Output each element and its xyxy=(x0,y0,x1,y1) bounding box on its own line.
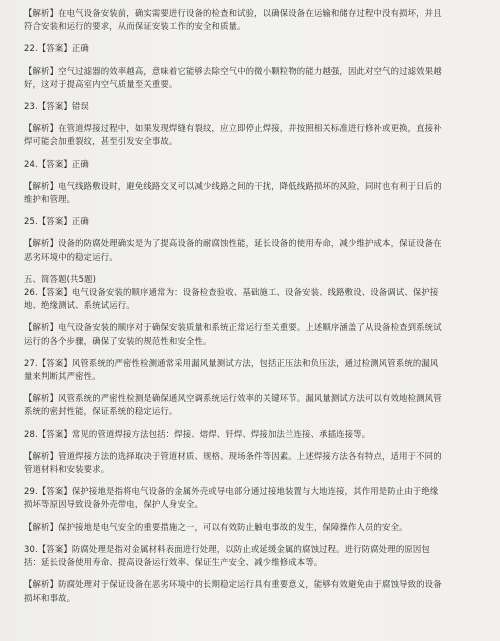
paragraph-gap xyxy=(24,113,488,122)
paragraph-gap xyxy=(24,206,488,215)
paragraph-gap xyxy=(24,312,488,321)
text-line: 【解析】保护接地是电气安全的重要措施之一，可以有效防止触电事故的发生，保障操作人员的安全。 xyxy=(24,521,408,532)
text-line: 【解析】电气线路敷设时，避免线路交叉可以减少线路之间的干扰，降低线路损坏的风险，同时也有利于日后的 xyxy=(24,180,442,191)
text-line: 28.【答案】常见的管道焊接方法包括：焊接、熔焊、钎焊、焊接加法兰连接、承插连接等。 xyxy=(24,428,371,439)
text-line: 【解析】风管系统的严密性检测是确保通风空调系统运行效率的关键环节。漏风量测试方法可以有效地检测风管 xyxy=(24,393,442,404)
text-line: 括：延长设备使用寿命、提高设备运行效率、保证生产安全、减少维修成本等。 xyxy=(24,557,323,568)
paragraph xyxy=(24,215,488,228)
paragraph xyxy=(24,65,488,91)
paragraph-gap xyxy=(24,534,488,543)
paragraph xyxy=(24,450,488,476)
text-line: 五、简答题(共5题) xyxy=(24,273,96,284)
text-line: 地、绝缘测试、系统试运行。 xyxy=(24,300,135,311)
text-line: 24.【答案】正确 xyxy=(24,158,89,169)
paragraph xyxy=(24,42,488,55)
paragraph xyxy=(24,543,488,569)
paragraph-gap xyxy=(24,419,488,428)
text-line: 25.【答案】正确 xyxy=(24,216,89,227)
text-line: 【解析】空气过滤器的效率越高，意味着它能够去除空气中的微小颗粒物的能力越强，因此对空气的过滤效果越 xyxy=(24,65,442,76)
text-line: 【解析】设备的防腐处理确实是为了提高设备的耐腐蚀性能，延长设备的使用寿命，减少维护成本，保证设备在 xyxy=(24,238,442,249)
paragraph xyxy=(24,428,488,441)
text-line: 损坏和事故。 xyxy=(24,592,76,603)
text-line: 27.【答案】风管系统的严密性检测通常采用漏风量测试方法，包括正压法和负压法，通过检测风管系统的漏风 xyxy=(24,357,439,368)
text-line: 【解析】防腐处理对于保证设备在恶劣环境中的长期稳定运行具有重要意义，能够有效避免由于腐蚀导致的设备 xyxy=(24,579,442,590)
text-line: 好，这对于提高室内空气质量至关重要。 xyxy=(24,78,178,89)
paragraph-gap xyxy=(24,171,488,180)
text-line: 焊可能会加重裂纹，甚至引发安全事故。 xyxy=(24,136,178,147)
paragraph xyxy=(24,237,488,263)
paragraph xyxy=(24,321,488,347)
paragraph-gap xyxy=(24,569,488,578)
paragraph-gap xyxy=(24,149,488,158)
paragraph xyxy=(24,485,488,511)
paragraph xyxy=(24,273,488,313)
paragraph xyxy=(24,180,488,206)
paragraph-gap xyxy=(24,476,488,485)
text-line: 【解析】在电气设备安装前，确实需要进行设备的检查和试验，以确保设备在运输和储存过程中没有损坏，并且 xyxy=(24,8,442,18)
paragraph-gap xyxy=(24,348,488,357)
paragraph xyxy=(24,158,488,171)
paragraph-gap xyxy=(24,264,488,273)
paragraph-gap xyxy=(24,512,488,521)
paragraph xyxy=(24,7,488,33)
paragraph xyxy=(24,122,488,148)
paragraph xyxy=(24,357,488,383)
text-line: 管道材料和安装要求。 xyxy=(24,464,110,475)
text-line: 维护和管理。 xyxy=(24,194,76,205)
paragraph-gap xyxy=(24,91,488,100)
paragraph-gap xyxy=(24,33,488,42)
text-line: 运行的各个步骤，确保了安装的规范性和安全性。 xyxy=(24,335,212,346)
paragraph xyxy=(24,392,488,418)
text-line: 系统的密封性能，保证系统的稳定运行。 xyxy=(24,406,178,417)
text-line: 26.【答案】电气设备安装的顺序通常为：设备检查验收、基础施工、设备安装、线路敷设、设备调试、保护接 xyxy=(24,287,439,298)
text-line: 损坏等原因导致设备外壳带电，保护人身安全。 xyxy=(24,499,204,510)
paragraph xyxy=(24,578,488,604)
text-line: 23.【答案】错误 xyxy=(24,101,89,112)
text-line: 【解析】在管道焊接过程中，如果发现焊缝有裂纹，应立即停止焊接，并按照相关标准进行修补或更换，直接补 xyxy=(24,123,442,134)
paragraph-gap xyxy=(24,228,488,237)
text-line: 量来判断其严密性。 xyxy=(24,371,101,382)
text-line: 30.【答案】防腐处理是指对金属材料表面进行处理，以防止或延缓金属的腐蚀过程。进行防腐处理的原因包 xyxy=(24,543,430,554)
text-line: 符合安装和运行的要求，从而保证安装工作的安全和质量。 xyxy=(24,21,246,32)
text-line: 【解析】管道焊接方法的选择取决于管道材质、规格、现场条件等因素。上述焊接方法各有特点，适用于不同的 xyxy=(24,450,442,461)
text-line: 29.【答案】保护接地是指将电气设备的金属外壳或导电部分通过接地装置与大地连接，其作用是防止由于绝缘 xyxy=(24,486,439,497)
text-line: 恶劣环境中的稳定运行。 xyxy=(24,251,118,262)
text-line: 【解析】电气设备安装的顺序对于确保安装质量和系统正常运行至关重要。上述顺序涵盖了从设备检查到系统试 xyxy=(24,322,442,333)
paragraph-gap xyxy=(24,56,488,65)
text-line: 22.【答案】正确 xyxy=(24,43,89,54)
paragraph xyxy=(24,521,488,534)
paragraph-gap xyxy=(24,383,488,392)
paragraph xyxy=(24,100,488,113)
paragraph-gap xyxy=(24,441,488,450)
